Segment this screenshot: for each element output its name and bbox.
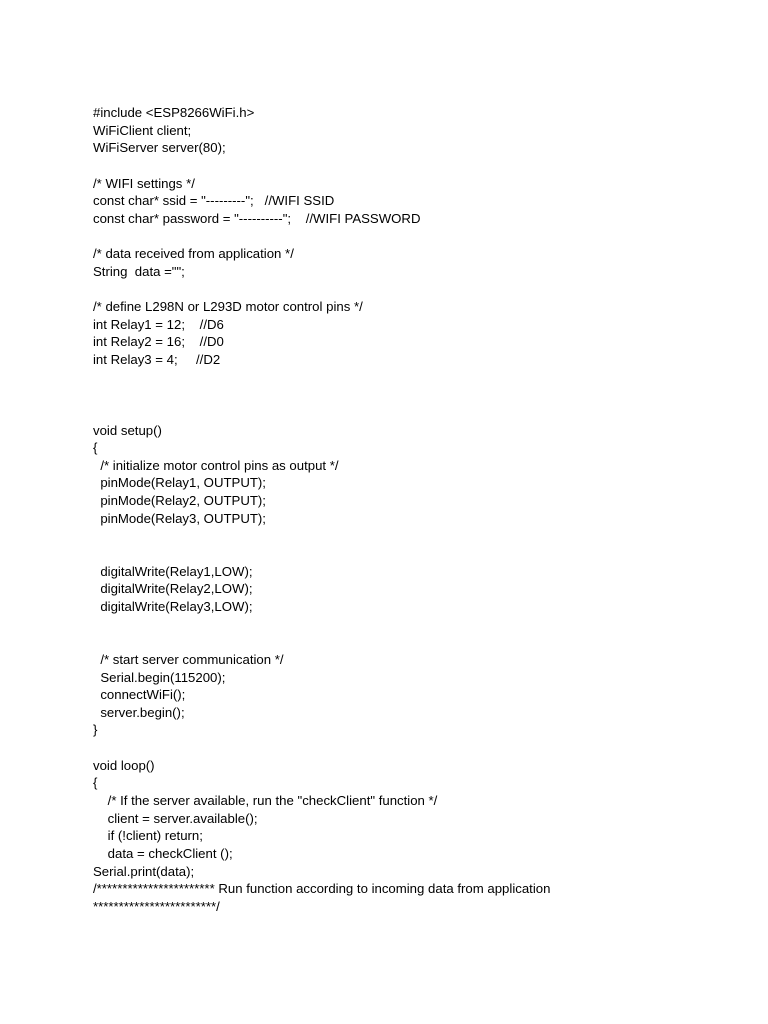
code-line: #include <ESP8266WiFi.h> <box>93 105 255 120</box>
code-line: digitalWrite(Relay1,LOW); <box>93 563 253 579</box>
blank-line <box>93 227 733 245</box>
code-line: } <box>93 722 98 738</box>
code-line: pinMode(Relay2, OUTPUT); <box>93 493 266 509</box>
code-line: const char* ssid = "---------"; //WIFI SSID <box>93 193 335 209</box>
code-line: /* If the server available, run the "checkClient" function */ <box>93 792 438 808</box>
code-line: client = server.available(); <box>93 810 258 826</box>
blank-line <box>93 386 733 404</box>
blank-line <box>93 616 733 634</box>
code-line: int Relay3 = 4; //D2 <box>93 351 221 367</box>
code-line: data = checkClient (); <box>93 845 233 861</box>
blank-line <box>93 157 733 175</box>
code-line: /* initialize motor control pins as output */ <box>93 457 339 473</box>
code-line: pinMode(Relay3, OUTPUT); <box>93 510 266 526</box>
code-line: /* define L298N or L293D motor control pins */ <box>93 299 363 315</box>
code-line: ************************/ <box>93 898 220 914</box>
code-line: { <box>93 440 98 456</box>
code-line: WiFiClient client; <box>93 122 192 138</box>
code-line: { <box>93 775 98 791</box>
code-line: String data =""; <box>93 263 185 279</box>
code-line: WiFiServer server(80); <box>93 140 226 156</box>
code-line: const char* password = "----------"; //WIFI PASSWORD <box>93 210 421 226</box>
code-line: Serial.print(data); <box>93 863 195 879</box>
code-line: digitalWrite(Relay3,LOW); <box>93 598 253 614</box>
code-line: /* WIFI settings */ <box>93 175 195 191</box>
blank-line <box>93 369 733 387</box>
code-line: /*********************** Run function according to incoming data from application <box>93 881 551 897</box>
blank-line <box>93 739 733 757</box>
code-line: Serial.begin(115200); <box>93 669 226 685</box>
code-line: connectWiFi(); <box>93 687 186 703</box>
blank-line <box>93 404 733 422</box>
code-line: server.begin(); <box>93 704 185 720</box>
code-line: void loop() <box>93 757 155 773</box>
blank-line <box>93 545 733 563</box>
blank-line <box>93 527 733 545</box>
code-line: /* data received from application */ <box>93 246 294 262</box>
code-line: if (!client) return; <box>93 828 203 844</box>
code-line: pinMode(Relay1, OUTPUT); <box>93 475 266 491</box>
code-line: void setup() <box>93 422 162 438</box>
blank-line <box>93 633 733 651</box>
code-line: int Relay1 = 12; //D6 <box>93 316 224 332</box>
code-listing <box>93 104 733 915</box>
blank-line <box>93 280 733 298</box>
code-line: digitalWrite(Relay2,LOW); <box>93 581 253 597</box>
code-line: int Relay2 = 16; //D0 <box>93 334 224 350</box>
code-line: /* start server communication */ <box>93 651 284 667</box>
